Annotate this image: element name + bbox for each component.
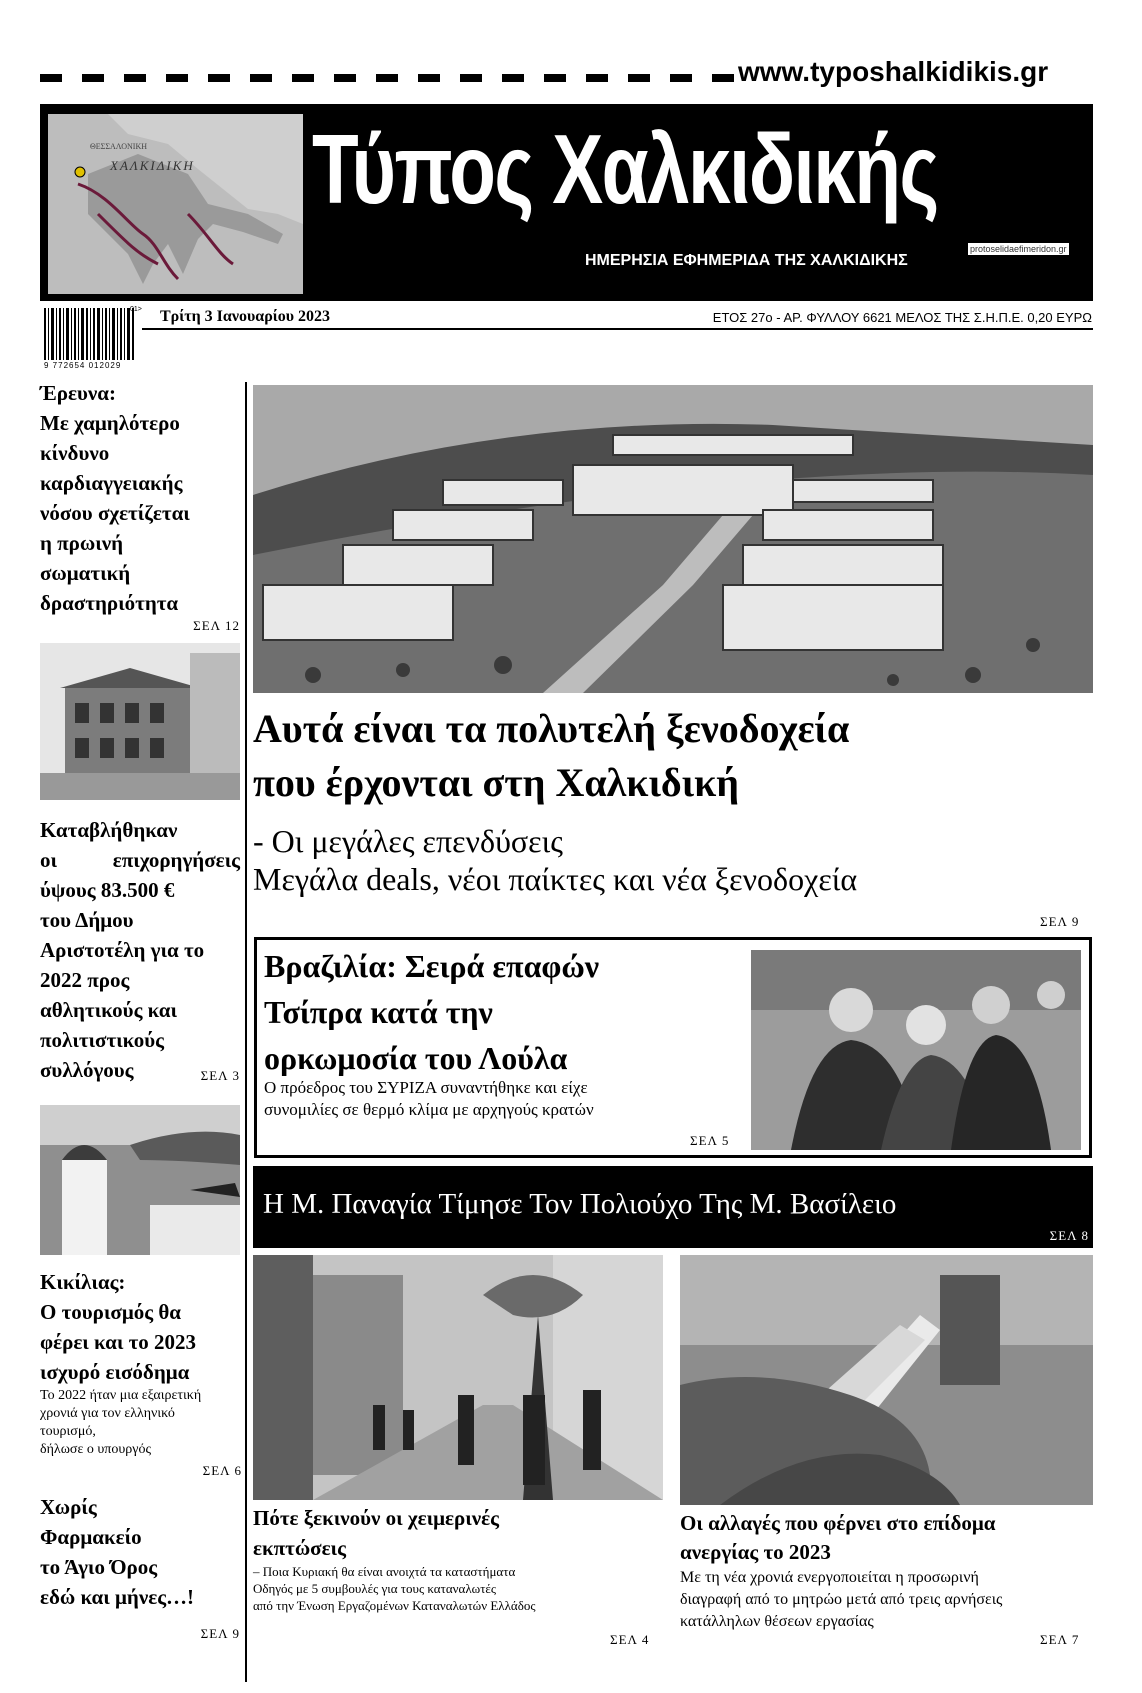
page-reference: ΣΕΛ 7 [1040, 1632, 1080, 1647]
main-headline[interactable] [253, 702, 1093, 810]
page-reference: ΣΕΛ 12 [193, 618, 240, 633]
issue-info: ΕΤΟΣ 27ο - ΑΡ. ΦΥΛΛΟΥ 6621 ΜΕΛΟΣ ΤΗΣ Σ.Η.Π.Ε. 0,20 ΕΥΡΩ [712, 310, 1092, 325]
barcode-addon: 01> [130, 306, 142, 313]
headline-banner[interactable] [253, 1166, 1093, 1248]
masthead-tagline: ΗΜΕΡΗΣΙΑ ΕΦΗΜΕΡΙΔΑ ΤΗΣ ΧΑΛΚΙΔΙΚΗΣ [585, 252, 908, 269]
issue-rule [142, 328, 1093, 330]
main-subheadline [253, 822, 1093, 898]
hotels-aerial-photo [253, 385, 1093, 693]
left-story-kikilias[interactable] [40, 1267, 242, 1479]
banner-headline: Η Μ. Παναγία Τίμησε Τον Πολιούχο Της Μ. Βασίλειο [263, 1188, 897, 1220]
headline-line: Πότε ξεκινούν οι χειμερινές [253, 1506, 499, 1530]
newspaper-logo[interactable]: Τύπος Χαλκιδικής [312, 114, 938, 224]
barcode-image [44, 308, 134, 360]
subheadline-line: - Οι μεγάλες επενδύσεις [253, 823, 563, 859]
page-reference: ΣΕΛ 8 [1049, 1228, 1089, 1243]
body-line: δήλωσε ο υπουργός [40, 1442, 151, 1457]
headline-line: συλλόγους [40, 1058, 134, 1082]
headline-line: Αυτά είναι τα πολυτελή ξενοδοχεία [253, 706, 850, 751]
headline-line: αθλητικούς και [40, 998, 177, 1022]
brazil-headline [264, 943, 704, 1081]
subheadline-line: Μεγάλα deals, νέοι παίκτες και νέα ξενοδοχεία [253, 861, 858, 897]
page-reference: ΣΕΛ 3 [200, 1068, 240, 1083]
headline-line: Κικίλιας: [40, 1270, 126, 1294]
headline-line: Αριστοτέλη για το [40, 938, 205, 962]
headline-line: Φαρμακείο [40, 1525, 142, 1549]
left-story-research[interactable] [40, 378, 240, 634]
headline-line: κίνδυνο [40, 441, 110, 465]
headline-line: Βραζιλία: Σειρά επαφών [264, 948, 600, 984]
page-reference: ΣΕΛ 5 [690, 1133, 730, 1148]
page-reference: ΣΕΛ 9 [200, 1626, 240, 1641]
column-divider [245, 382, 247, 1682]
headline-line: οι επιχορηγήσεις [40, 848, 240, 872]
body-line: διαγραφή από το μητρώο μετά από τρεις αρνήσεις [680, 1591, 1003, 1608]
headline-line: η πρωινή [40, 531, 124, 555]
sales-headline[interactable] [253, 1503, 663, 1563]
masthead [40, 104, 1093, 301]
body-line: Το 2022 ήταν μια εξαιρετική [40, 1388, 202, 1403]
map-label: ΧΑΛΚΙΔΙΚΗ [110, 158, 195, 173]
page-reference: ΣΕΛ 9 [1040, 914, 1080, 929]
website-url[interactable]: www.typoshalkidikis.gr [738, 56, 1049, 87]
body-line: – Ποια Κυριακή θα είναι ανοιχτά τα καταστήματα [253, 1564, 516, 1579]
map-label-small: ΘΕΣΣΑΛΟΝΙΚΗ [90, 142, 147, 151]
headline-line: Οι αλλαγές που φέρνει στο επίδομα [680, 1511, 996, 1535]
page-reference: ΣΕΛ 4 [610, 1632, 650, 1647]
body-line: Ο πρόεδρος του ΣΥΡΙΖΑ συναντήθηκε και είχε [264, 1078, 588, 1097]
headline-line: νόσου σχετίζεται [40, 501, 190, 525]
tsipras-photo [751, 950, 1081, 1150]
headline-line: 2022 προς [40, 968, 130, 992]
body-line: χρονιά για τον ελληνικό [40, 1406, 175, 1421]
headline-line: ανεργίας το 2023 [680, 1540, 831, 1564]
left-story-grants[interactable] [40, 815, 240, 1091]
euro-banknotes-photo [680, 1255, 1093, 1505]
top-dashed-rule [40, 74, 735, 82]
headline-line: που έρχονται στη Χαλκιδική [253, 760, 739, 805]
body-line: συνομιλίες σε θερμό κλίμα με αρχηγούς κρατών [264, 1100, 594, 1119]
headline-line: ισχυρό εισόδημα [40, 1360, 190, 1384]
santorini-photo [40, 1105, 240, 1255]
brazil-body [264, 1077, 724, 1121]
issue-date: Τρίτη 3 Ιανουαρίου 2023 [160, 308, 331, 325]
headline-line: πολιτιστικούς [40, 1028, 164, 1052]
barcode-number: 9 772654 012029 [44, 361, 122, 370]
watermark-text: protoselidaefimeridon.gr [970, 244, 1067, 254]
headline-line: Με χαμηλότερο [40, 411, 180, 435]
body-line: Οδηγός με 5 συμβουλές για τους καταναλωτές [253, 1581, 497, 1596]
body-line: Με τη νέα χρονιά ενεργοποιείται η προσωρινή [680, 1569, 979, 1586]
headline-line: το Άγιο Όρος [40, 1555, 158, 1579]
headline-line: Χωρίς [40, 1495, 97, 1519]
page-reference: ΣΕΛ 6 [202, 1463, 242, 1478]
headline-line: καρδιαγγειακής [40, 471, 183, 495]
headline-line: ύψους 83.500 € [40, 878, 175, 902]
body-line: τουρισμό, [40, 1424, 96, 1439]
headline-line: εκπτώσεις [253, 1536, 346, 1560]
headline-line: φέρει και το 2023 [40, 1330, 197, 1354]
unemployment-body [680, 1567, 1093, 1633]
headline-line: εδώ και μήνες…! [40, 1585, 195, 1609]
headline-line: σωματική [40, 561, 131, 585]
street-shoppers-photo [253, 1255, 663, 1500]
headline-line: Καταβλήθηκαν [40, 818, 178, 842]
left-story-mount-athos[interactable] [40, 1492, 240, 1642]
unemployment-headline[interactable] [680, 1509, 1093, 1567]
headline-line: Έρευνα: [40, 381, 116, 405]
body-line: από την Ένωση Εργαζομένων Καταναλωτών Ελλάδος [253, 1598, 536, 1613]
chalkidiki-map-image [48, 114, 303, 294]
sales-body [253, 1563, 663, 1614]
building-photo [40, 643, 240, 800]
headline-line: Ο τουρισμός θα [40, 1300, 182, 1324]
body-line: κατάλληλων θέσεων εργασίας [680, 1613, 874, 1630]
headline-line: του Δήμου [40, 908, 134, 932]
headline-line: δραστηριότητα [40, 591, 179, 615]
headline-line: Τσίπρα κατά την [264, 994, 493, 1030]
headline-line: ορκωμοσία του Λούλα [264, 1040, 568, 1076]
